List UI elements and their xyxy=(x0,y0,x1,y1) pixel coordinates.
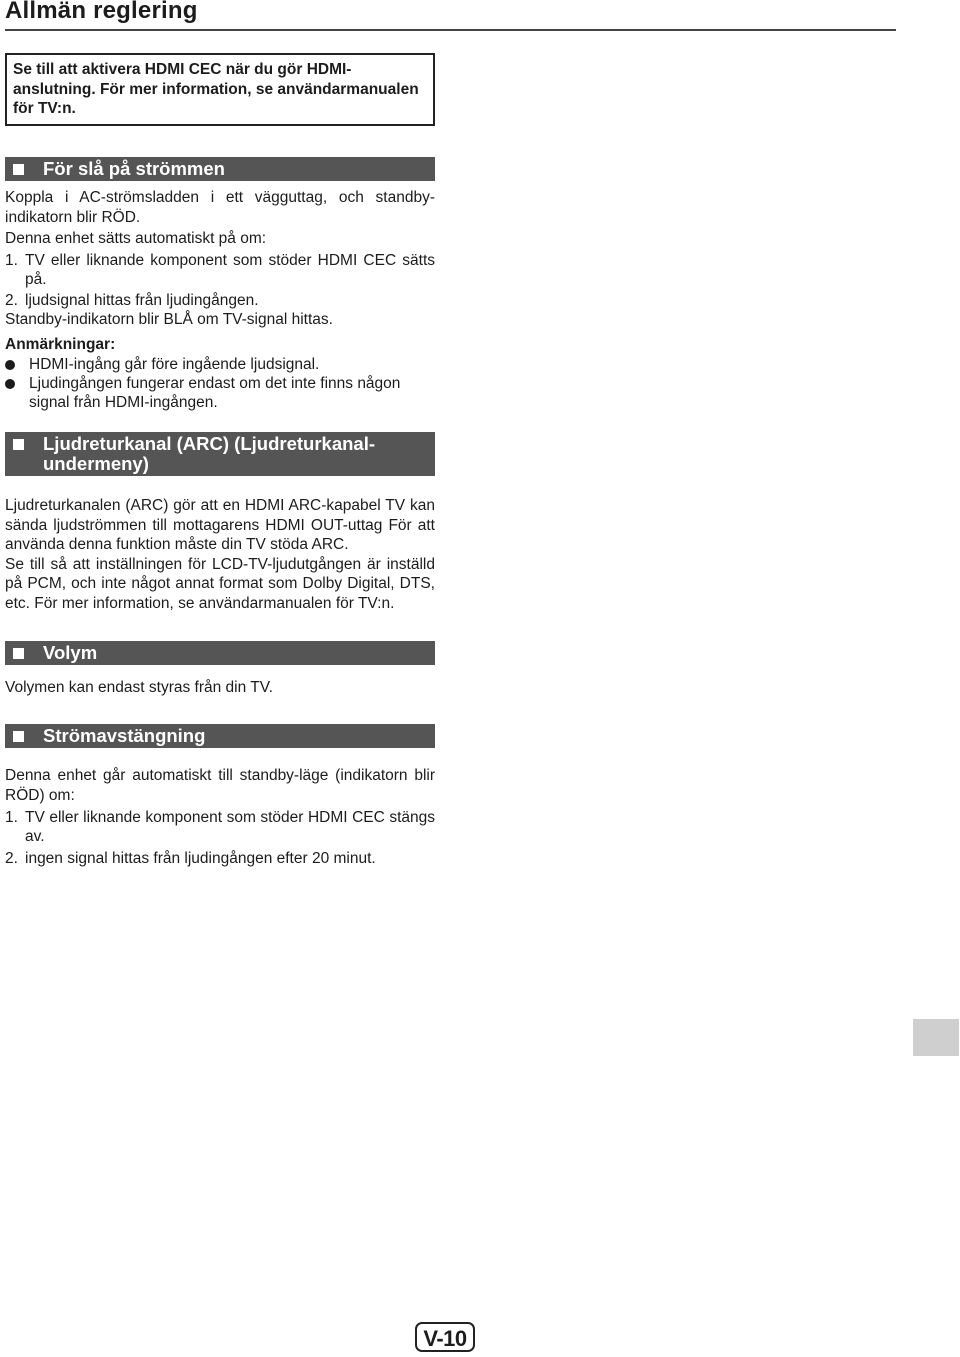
notes-list xyxy=(5,356,435,413)
side-index-tab xyxy=(913,1019,959,1056)
power-off-conditions-list xyxy=(5,808,435,868)
square-bullet-icon xyxy=(13,731,24,742)
bullet-dot-icon xyxy=(5,379,15,389)
power-on-paragraph-2: Denna enhet sätts automatiskt på om: xyxy=(5,229,267,247)
list-item: 2. ljudsignal hittas från ljudingången. xyxy=(5,291,259,309)
notes-heading: Anmärkningar: xyxy=(5,335,116,353)
power-on-conditions-list xyxy=(5,251,435,310)
list-item: 1. TV eller liknande komponent som stöder HDMI CEC stängs av. xyxy=(5,809,435,845)
section-power-off-body xyxy=(5,766,435,868)
list-item: 1. TV eller liknande komponent som stöder HDMI CEC sätts på. xyxy=(5,251,435,288)
bullet-dot-icon xyxy=(5,360,15,370)
section-power-on-body xyxy=(5,188,435,413)
section-heading-arc: Ljudreturkanal (ARC) (Ljudreturkanal-undermeny) xyxy=(5,432,435,476)
square-bullet-icon xyxy=(13,439,24,450)
power-off-paragraph: Denna enhet går automatiskt till standby-läge (indikatorn blir RÖD) om: xyxy=(5,767,435,804)
power-on-paragraph-3: Standby-indikatorn blir BLÅ om TV-signal hittas. xyxy=(5,310,333,328)
volume-paragraph: Volymen kan endast styras från din TV. xyxy=(5,679,273,696)
list-item: HDMI-ingång går före ingående ljudsignal. xyxy=(5,356,435,375)
section-heading-volume: Volym xyxy=(5,641,435,665)
hdmi-cec-notice-box xyxy=(5,53,435,126)
page-number: V-10 xyxy=(415,1322,475,1352)
power-on-paragraph-1: Koppla i AC-strömsladden i ett vägguttag, och standby-indikatorn blir RÖD. xyxy=(5,188,435,226)
square-bullet-icon xyxy=(13,648,24,659)
square-bullet-icon xyxy=(13,164,24,175)
section-heading-power-off: Strömavstängning xyxy=(5,724,435,748)
arc-paragraph-2: Se till så att inställningen för LCD-TV-ljudutgången är inställd på PCM, och inte något annat format som Dolby Digital, DTS, etc. För mer information, se användarmanualen för TV:n. xyxy=(5,555,435,612)
list-item: 2. ingen signal hittas från ljudingången efter 20 minut. xyxy=(5,850,376,867)
list-item: Ljudingången fungerar endast om det inte finns någon signal från HDMI-ingången. xyxy=(5,375,435,412)
arc-paragraph-1: Ljudreturkanalen (ARC) gör att en HDMI ARC-kapabel TV kan sända ljudströmmen till mottagarens HDMI OUT-uttag För att använda denna funktion måste din TV stöda ARC. xyxy=(5,497,435,553)
title-rule xyxy=(5,29,896,31)
notice-text: Se till att aktivera HDMI CEC när du gör HDMI-anslutning. För mer information, se användarmanualen för TV:n. xyxy=(13,61,419,117)
section-heading-power-on: För slå på strömmen xyxy=(5,157,435,181)
content-column xyxy=(5,53,435,868)
page-title: Allmän reglering xyxy=(5,0,198,24)
section-arc-body xyxy=(5,496,435,613)
